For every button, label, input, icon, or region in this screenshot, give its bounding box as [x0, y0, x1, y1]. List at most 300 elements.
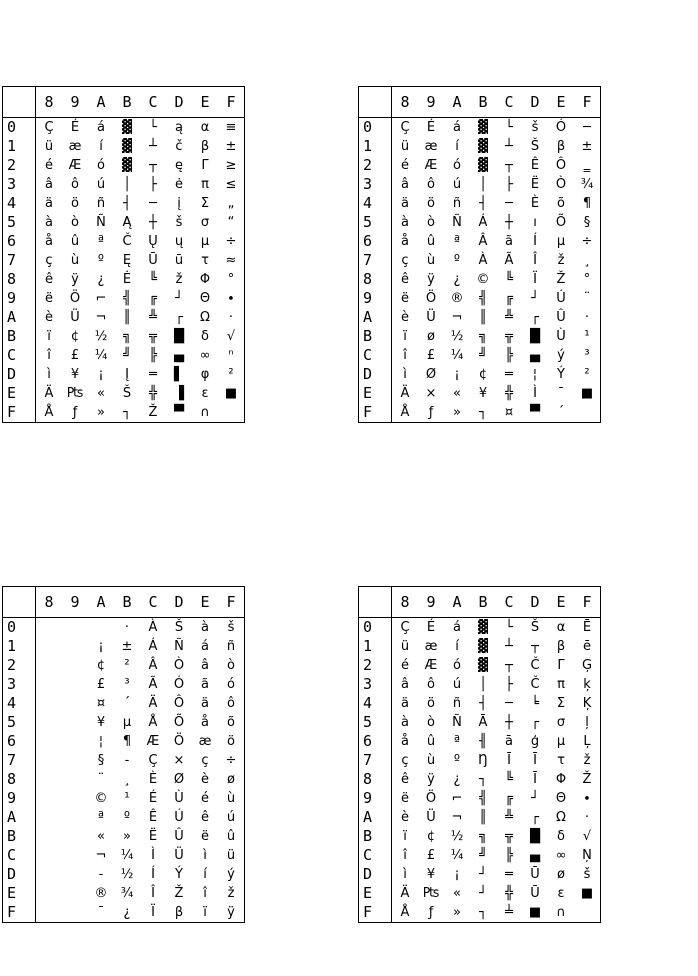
glyph-cell: Æ: [68, 158, 82, 173]
glyph-cell: ü: [400, 139, 410, 154]
table-row: [3, 675, 245, 694]
column-header: A: [444, 87, 470, 118]
glyph-cell: Ž: [174, 886, 184, 901]
glyph-cell: £: [426, 848, 436, 863]
glyph-cell: ┴: [149, 139, 157, 154]
glyph-cell: ┘: [531, 791, 539, 806]
glyph-cell: è: [45, 310, 53, 325]
glyph-cell: ì: [47, 367, 51, 382]
glyph-cell: ▓: [478, 120, 488, 135]
glyph-cell: Ñ: [174, 639, 184, 654]
table-row: [3, 846, 245, 865]
glyph-cell: Í: [533, 234, 537, 249]
glyph-cell: ē: [583, 639, 591, 654]
table-row: [359, 751, 601, 770]
table-row: [3, 751, 245, 770]
glyph-cell: Û: [174, 829, 184, 844]
column-header: 8: [36, 87, 63, 118]
glyph-cell: «: [97, 386, 105, 401]
row-header: 3: [359, 175, 392, 194]
row-header: 1: [3, 637, 36, 656]
glyph-cell: ¯: [97, 905, 105, 920]
glyph-cell: ƒ: [428, 905, 434, 920]
glyph-cell: £: [426, 348, 436, 363]
glyph-cell: £: [70, 348, 80, 363]
glyph-cell: ä: [45, 196, 53, 211]
row-header: C: [3, 846, 36, 865]
row-header: 1: [3, 137, 36, 156]
table-row: [3, 232, 245, 251]
glyph-cell: ┼: [149, 215, 157, 230]
glyph-cell: ų: [174, 234, 184, 249]
glyph-cell: ∙: [226, 291, 236, 306]
glyph-cell: Ë: [148, 829, 158, 844]
table-row: [3, 118, 245, 138]
glyph-cell: τ: [557, 753, 565, 768]
glyph-cell: µ: [556, 234, 566, 249]
table-row: [359, 656, 601, 675]
row-header: D: [359, 365, 392, 384]
glyph-cell: í: [455, 639, 459, 654]
glyph-cell: à: [201, 620, 209, 635]
glyph-cell: ø: [427, 329, 435, 344]
glyph-cell: ╚: [505, 272, 513, 287]
glyph-cell: ¤: [504, 405, 514, 420]
column-header: A: [88, 87, 114, 118]
glyph-cell: ¶: [122, 734, 132, 749]
table-row: [359, 118, 601, 138]
glyph-cell: ü: [44, 139, 54, 154]
glyph-cell: │: [479, 677, 487, 692]
table-row: [359, 175, 601, 194]
glyph-cell: ¶: [582, 196, 592, 211]
column-header: C: [496, 87, 522, 118]
row-header: 6: [3, 232, 36, 251]
column-header-row: [3, 587, 245, 618]
glyph-cell: Ç: [148, 753, 158, 768]
glyph-cell: ⁿ: [228, 348, 234, 363]
row-header: E: [3, 884, 36, 903]
glyph-cell: î: [47, 348, 51, 363]
row-header: 8: [3, 770, 36, 789]
table-row: [359, 675, 601, 694]
glyph-cell: ╔: [505, 291, 513, 306]
glyph-cell: ╬: [149, 386, 157, 401]
glyph-cell: Ž: [148, 405, 158, 420]
table-corner-cell: [359, 587, 392, 618]
table-row: [3, 903, 245, 923]
glyph-cell: Ä: [148, 696, 158, 711]
column-header: 9: [418, 87, 444, 118]
glyph-cell: ┌: [531, 715, 539, 730]
glyph-cell: [36, 884, 63, 903]
glyph-cell: ▌: [174, 367, 184, 382]
glyph-cell: √: [226, 329, 236, 344]
glyph-cell: è: [201, 772, 209, 787]
glyph-cell: ▀: [174, 405, 184, 420]
row-header: 8: [359, 770, 392, 789]
table-row: [359, 884, 601, 903]
glyph-cell: [62, 732, 88, 751]
glyph-cell: Ã: [504, 253, 514, 268]
glyph-cell: č: [175, 139, 183, 154]
glyph-cell: §: [583, 215, 591, 230]
glyph-cell: ├: [149, 177, 157, 192]
glyph-cell: ´: [557, 405, 565, 420]
glyph-cell: ¯: [557, 386, 565, 401]
glyph-cell: ¡: [454, 367, 460, 382]
glyph-cell: è: [401, 310, 409, 325]
glyph-cell: ┴: [505, 639, 513, 654]
glyph-cell: ÿ: [427, 772, 435, 787]
glyph-cell: ║: [479, 810, 487, 825]
glyph-cell: ┘: [479, 886, 487, 901]
glyph-cell: [62, 865, 88, 884]
glyph-cell: ä: [401, 196, 409, 211]
glyph-cell: ╘: [531, 696, 539, 711]
glyph-cell: É: [426, 620, 436, 635]
glyph-cell: ÿ: [227, 905, 235, 920]
row-header: A: [3, 308, 36, 327]
glyph-cell: Í: [151, 867, 155, 882]
glyph-cell: └: [505, 120, 513, 135]
row-header: B: [3, 827, 36, 846]
row-header: C: [359, 846, 392, 865]
glyph-cell: β: [556, 139, 566, 154]
glyph-cell: û: [426, 234, 436, 249]
glyph-cell: ∩: [556, 905, 566, 920]
glyph-cell: ë: [401, 791, 409, 806]
column-header: A: [88, 587, 114, 618]
column-header-row: [359, 587, 601, 618]
glyph-cell: Ì: [533, 386, 537, 401]
glyph-cell: û: [70, 234, 80, 249]
glyph-cell: Î: [151, 886, 155, 901]
glyph-cell: í: [455, 139, 459, 154]
glyph-cell: -: [124, 753, 130, 768]
glyph-cell: ƒ: [428, 405, 434, 420]
glyph-cell: ı: [533, 215, 537, 230]
glyph-cell: ⌐: [95, 291, 107, 306]
glyph-cell: ╬: [505, 886, 513, 901]
glyph-cell: ÿ: [427, 272, 435, 287]
glyph-cell: ú: [96, 177, 106, 192]
row-header: 7: [359, 251, 392, 270]
row-header: 9: [359, 289, 392, 308]
glyph-cell: É: [70, 120, 80, 135]
glyph-cell: Ī: [533, 772, 537, 787]
glyph-cell: ┌: [531, 310, 539, 325]
glyph-cell: Ŋ: [478, 753, 488, 768]
glyph-cell: ■: [528, 905, 542, 920]
table-row: [3, 346, 245, 365]
row-header: 2: [3, 656, 36, 675]
glyph-cell: ¿: [453, 772, 461, 787]
glyph-cell: ┬: [149, 158, 157, 173]
glyph-cell: ą: [175, 120, 183, 135]
glyph-cell: Ž: [556, 272, 566, 287]
glyph-cell: Ä: [400, 386, 410, 401]
row-header: B: [359, 827, 392, 846]
glyph-cell: Ä: [44, 386, 54, 401]
glyph-cell: ┘: [531, 291, 539, 306]
glyph-cell: Ò: [555, 177, 567, 192]
glyph-cell: «: [453, 886, 461, 901]
glyph-cell: ¢: [70, 329, 80, 344]
glyph-cell: [36, 618, 63, 638]
glyph-cell: ╦: [505, 829, 513, 844]
glyph-cell: ·: [584, 810, 590, 825]
glyph-cell: ε: [201, 386, 209, 401]
glyph-cell: [62, 713, 88, 732]
glyph-cell: Ï: [151, 905, 155, 920]
table-row: [359, 903, 601, 923]
glyph-cell: ╩: [505, 810, 513, 825]
glyph-cell: ®: [450, 291, 464, 306]
glyph-cell: ·: [228, 310, 234, 325]
glyph-cell: ½: [450, 829, 464, 844]
glyph-cell: ▓: [122, 120, 132, 135]
glyph-cell: §: [97, 753, 105, 768]
glyph-cell: Ö: [425, 791, 437, 806]
glyph-cell: â: [201, 658, 209, 673]
glyph-cell: ä: [201, 696, 209, 711]
glyph-cell: ©: [94, 791, 108, 806]
glyph-cell: º: [97, 253, 105, 268]
table-row: [3, 713, 245, 732]
glyph-cell: ö: [427, 696, 435, 711]
table-row: [359, 346, 601, 365]
glyph-cell: [62, 846, 88, 865]
table-row: [3, 384, 245, 403]
glyph-cell: ò: [427, 715, 435, 730]
glyph-cell: Ü: [426, 810, 436, 825]
column-header: E: [548, 587, 574, 618]
row-header: A: [359, 308, 392, 327]
glyph-cell: [62, 675, 88, 694]
glyph-cell: ¡: [98, 367, 104, 382]
glyph-cell: ø: [557, 867, 565, 882]
glyph-cell: ▀: [530, 405, 540, 420]
glyph-cell: ô: [71, 177, 79, 192]
glyph-cell: ª: [97, 234, 105, 249]
row-header: A: [3, 808, 36, 827]
glyph-cell: ¬: [95, 848, 107, 863]
glyph-cell: ╣: [479, 791, 487, 806]
glyph-cell: ÷: [225, 753, 237, 768]
table-body: [359, 618, 601, 923]
glyph-cell: £: [96, 677, 106, 692]
glyph-cell: ô: [427, 177, 435, 192]
glyph-cell: Ω: [556, 810, 566, 825]
glyph-cell: æ: [424, 139, 438, 154]
glyph-cell: Γ: [557, 658, 565, 673]
glyph-cell: Ñ: [452, 215, 462, 230]
glyph-cell: ■: [580, 886, 594, 901]
glyph-cell: ù: [426, 753, 436, 768]
glyph-cell: ¥: [426, 867, 436, 882]
glyph-cell: â: [401, 677, 409, 692]
column-header: F: [218, 87, 245, 118]
glyph-cell: ╔: [505, 791, 513, 806]
glyph-cell: [574, 403, 601, 423]
table-row: [359, 713, 601, 732]
row-header: 1: [359, 637, 392, 656]
row-header: A: [359, 808, 392, 827]
glyph-cell: ¼: [450, 848, 464, 863]
table-row: [359, 789, 601, 808]
row-header: C: [3, 346, 36, 365]
glyph-cell: β: [174, 905, 184, 920]
glyph-cell: ¥: [96, 715, 106, 730]
glyph-cell: ë: [45, 291, 53, 306]
glyph-cell: ╢: [479, 734, 487, 749]
glyph-cell: Â: [148, 658, 158, 673]
glyph-cell: ¤: [96, 696, 106, 711]
glyph-cell: ¡: [98, 639, 104, 654]
glyph-cell: [36, 694, 63, 713]
glyph-cell: [62, 618, 88, 638]
glyph-cell: ┐: [479, 905, 487, 920]
glyph-cell: Φ: [555, 772, 567, 787]
glyph-cell: Ò: [173, 658, 185, 673]
glyph-cell: â: [401, 177, 409, 192]
table-row: [3, 251, 245, 270]
glyph-cell: Ç: [44, 120, 54, 135]
glyph-cell: ┬: [531, 639, 539, 654]
glyph-cell: ╣: [479, 291, 487, 306]
glyph-cell: Ë: [530, 177, 540, 192]
glyph-cell: «: [453, 386, 461, 401]
glyph-cell: Č: [122, 234, 132, 249]
glyph-cell: é: [401, 658, 409, 673]
column-header: 8: [392, 87, 419, 118]
glyph-cell: ¨: [97, 772, 105, 787]
glyph-cell: ķ: [583, 677, 591, 692]
glyph-cell: Θ: [199, 291, 211, 306]
glyph-cell: ¿: [453, 272, 461, 287]
glyph-cell: Š: [122, 386, 132, 401]
glyph-cell: É: [426, 120, 436, 135]
glyph-cell: á: [453, 620, 461, 635]
glyph-cell: ó: [227, 677, 235, 692]
glyph-cell: ≤: [225, 177, 237, 192]
glyph-cell: └: [505, 620, 513, 635]
table-row: [3, 137, 245, 156]
glyph-cell: ô: [427, 677, 435, 692]
glyph-cell: ╝: [479, 848, 487, 863]
glyph-cell: à: [45, 215, 53, 230]
glyph-cell: â: [45, 177, 53, 192]
row-header: 4: [359, 694, 392, 713]
glyph-cell: Ą: [122, 215, 132, 230]
glyph-cell: ‗: [583, 158, 591, 173]
row-header: C: [359, 346, 392, 365]
table-row: [359, 156, 601, 175]
glyph-cell: ģ: [530, 734, 540, 749]
glyph-cell: Ž: [582, 772, 592, 787]
glyph-cell: Ý: [557, 367, 565, 382]
glyph-cell: Ī: [533, 753, 537, 768]
glyph-cell: Š: [530, 139, 540, 154]
glyph-cell: Á: [148, 639, 158, 654]
glyph-cell: ó: [453, 658, 461, 673]
glyph-cell: Ç: [400, 120, 410, 135]
glyph-cell: ý: [227, 867, 235, 882]
glyph-cell: ×: [425, 386, 437, 401]
glyph-cell: À: [148, 620, 158, 635]
glyph-cell: ¦: [532, 367, 538, 382]
column-header: F: [218, 587, 245, 618]
glyph-cell: ┐: [123, 405, 131, 420]
glyph-cell: [36, 903, 63, 923]
column-header: F: [574, 87, 601, 118]
glyph-cell: ò: [227, 658, 235, 673]
column-header: D: [166, 587, 192, 618]
glyph-cell: Ý: [175, 867, 183, 882]
glyph-cell: Ē: [582, 620, 592, 635]
table-row: [359, 194, 601, 213]
glyph-cell: ╠: [505, 348, 513, 363]
code-page-table-4: [358, 586, 601, 923]
glyph-cell: Å: [400, 405, 410, 420]
glyph-cell: Ø: [173, 772, 185, 787]
table-row: [359, 403, 601, 423]
glyph-cell: ε: [557, 886, 565, 901]
glyph-cell: Ļ: [583, 734, 591, 749]
column-header: E: [192, 87, 218, 118]
glyph-cell: ö: [427, 196, 435, 211]
glyph-cell: ¥: [478, 386, 488, 401]
glyph-cell: ý: [557, 348, 565, 363]
table-row: [359, 637, 601, 656]
row-header: 0: [359, 118, 392, 138]
row-header: F: [3, 903, 36, 923]
column-header: C: [140, 587, 166, 618]
table-row: [3, 156, 245, 175]
glyph-cell: à: [401, 215, 409, 230]
column-header-row: [359, 87, 601, 118]
glyph-cell: ¥: [70, 367, 80, 382]
glyph-cell: Ó: [555, 120, 567, 135]
glyph-cell: Ā: [478, 715, 488, 730]
glyph-cell: ┌: [531, 810, 539, 825]
glyph-cell: ■: [580, 386, 594, 401]
glyph-cell: õ: [227, 715, 235, 730]
table-row: [359, 327, 601, 346]
glyph-cell: Ú: [556, 291, 566, 306]
glyph-cell: ª: [453, 234, 461, 249]
glyph-cell: ≡: [225, 120, 237, 135]
glyph-cell: «: [97, 829, 105, 844]
glyph-cell: σ: [556, 715, 566, 730]
glyph-cell: ï: [47, 329, 51, 344]
glyph-cell: ä: [401, 696, 409, 711]
row-header: 5: [3, 713, 36, 732]
glyph-cell: [62, 694, 88, 713]
row-header: 0: [3, 118, 36, 138]
table-row: [359, 365, 601, 384]
glyph-cell: ±: [225, 139, 237, 154]
column-header: E: [192, 587, 218, 618]
glyph-cell: ₧: [422, 886, 440, 901]
glyph-cell: ė: [175, 177, 183, 192]
glyph-cell: À: [478, 253, 488, 268]
glyph-cell: Σ: [556, 696, 566, 711]
table-row: [3, 194, 245, 213]
row-header: 2: [359, 156, 392, 175]
glyph-cell: Ô: [173, 696, 185, 711]
